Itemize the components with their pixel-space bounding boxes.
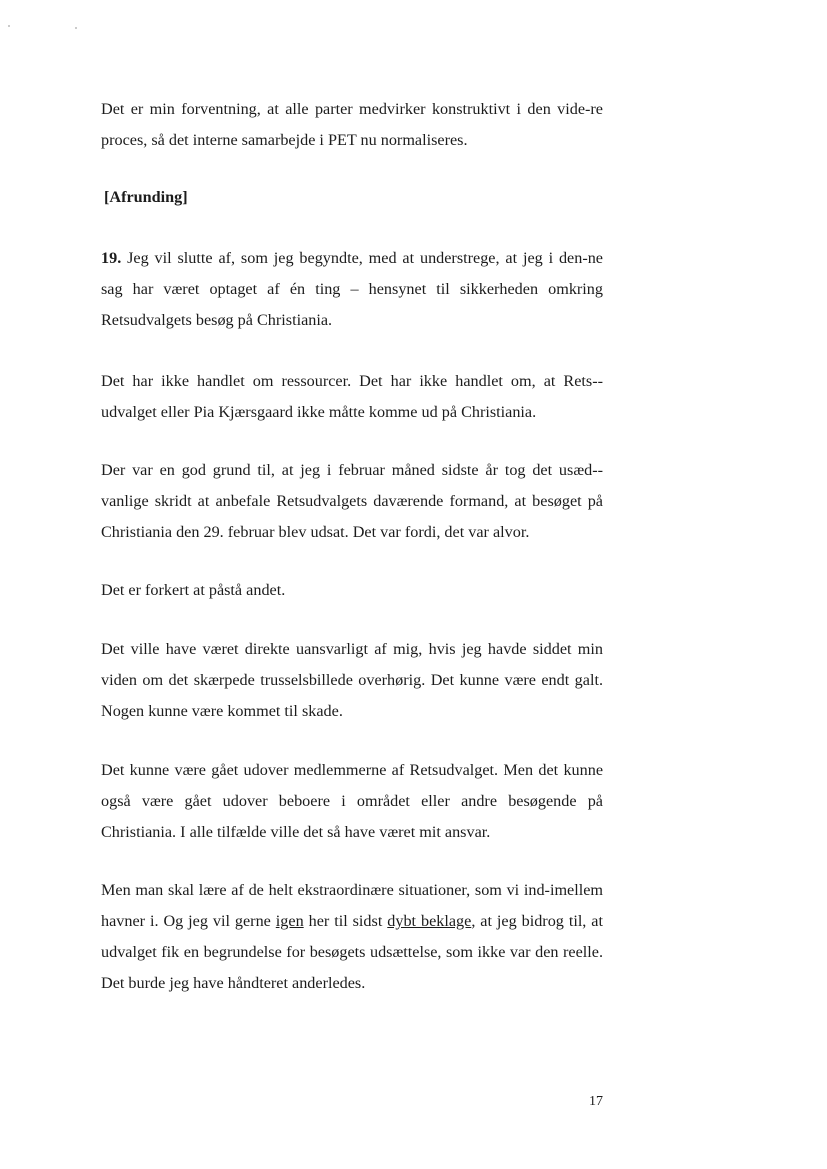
page-number: 17 <box>589 1094 603 1109</box>
paragraph-false-claim: Det er forkert at påstå andet. <box>101 581 286 599</box>
paragraph-number: 19. <box>101 249 122 267</box>
apology-text-b: her til sidst <box>303 912 388 930</box>
underlined-igen: igen <box>275 912 304 930</box>
paragraph-19-text: Jeg vil slutte af, som jeg begyndte, med at understrege, at jeg i den-ne sag har været optaget af én ting – hensynet til sikkerheden omkring Retsudvalgets besøg på Christiania. <box>101 249 603 329</box>
paragraph-february: Der var en god grund til, at jeg i februar måned sidste år tog det usæd-vanlige skridt at anbefale Retsudvalgets daværende formand, at besøget på Christiania den 29. februar blev udsat. Det var fordi, det var alvor. <box>101 461 603 541</box>
apology-text-c: , at jeg bidrog til, at udvalget fik en begrundelse for besøgets udsættelse, som ikke var den reelle. Det burde jeg have håndteret anderledes. <box>101 912 603 992</box>
paragraph-apology <box>101 875 603 999</box>
paragraph-19 <box>101 243 603 336</box>
scan-speck <box>75 27 77 29</box>
paragraph-responsibility: Det kunne være gået udover medlemmerne af Retsudvalget. Men det kunne også være gået udover beboere i området eller andre besøgende på Christiania. I alle tilfælde ville det så have været mit ansvar. <box>101 761 603 841</box>
paragraph-expectation: Det er min forventning, at alle parter medvirker konstruktivt i den vide-re proces, så det interne samarbejde i PET nu normaliseres. <box>101 100 603 149</box>
section-heading: [Afrunding] <box>104 188 188 206</box>
paragraph-irresponsible: Det ville have været direkte uansvarligt af mig, hvis jeg havde siddet min viden om det skærpede trusselsbillede overhørig. Det kunne være endt galt. Nogen kunne være kommet til skade. <box>101 640 603 720</box>
underlined-dybt-beklage: dybt beklage <box>387 912 472 930</box>
apology-text-a: Men man skal lære af de helt ekstraordinære situationer, som vi ind-imellem havner i. Og jeg vil gerne <box>101 881 603 930</box>
scan-speck <box>8 25 10 27</box>
paragraph-resources: Det har ikke handlet om ressourcer. Det har ikke handlet om, at Rets-udvalget eller Pia Kjærsgaard ikke måtte komme ud på Christiania. <box>101 372 603 421</box>
